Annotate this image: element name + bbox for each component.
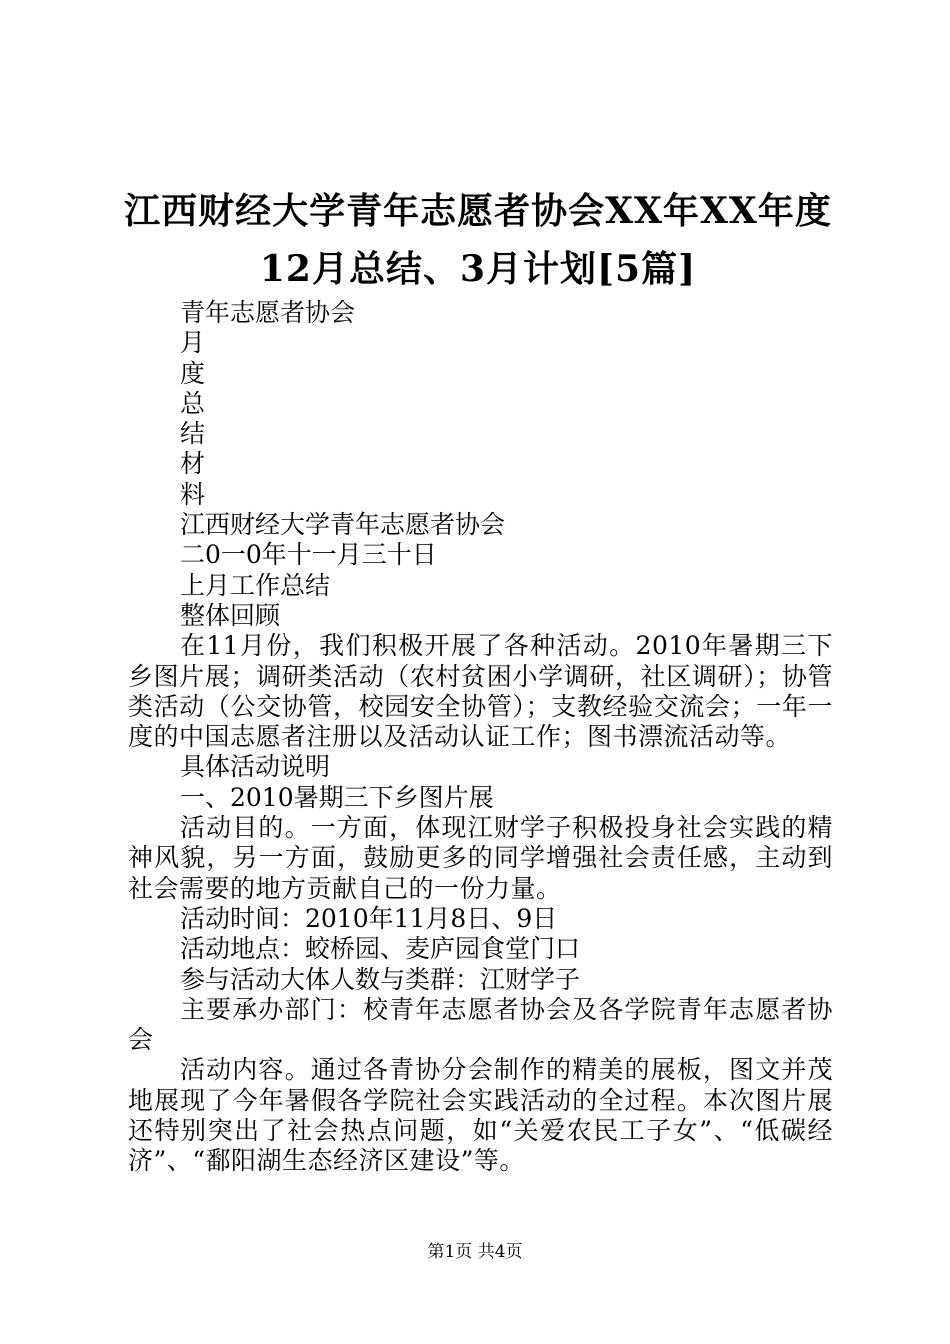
document-body xyxy=(128,298,833,1177)
purpose-paragraph: 活动目的。一方面，体现江财学子积极投身社会实践的精神风貌，另一方面，鼓励更多的同学增强社会责任感，主动到社会需要的地方贡献自己的一份力量。 xyxy=(128,813,833,903)
location-line: 活动地点：蛟桥园、麦庐园食堂门口 xyxy=(180,934,581,964)
organization-line: 江西财经大学青年志愿者协会 xyxy=(180,510,506,540)
vertical-char: 材 xyxy=(180,449,206,479)
vertical-char: 料 xyxy=(180,479,206,509)
vertical-char: 结 xyxy=(180,419,206,449)
content-paragraph: 活动内容。通过各青协分会制作的精美的展板，图文并茂地展现了今年暑假各学院社会实践活动的全过程。本次图片展还特别突出了社会热点问题，如“关爱农民工子女”、“低碳经济”、“鄱阳湖生态经济区建设”等。 xyxy=(128,1055,833,1176)
activity-heading: 一、2010暑期三下乡图片展 xyxy=(180,782,494,812)
page-footer: 第1页 共4页 xyxy=(427,1242,523,1262)
vertical-char: 度 xyxy=(180,358,206,388)
section-heading: 具体活动说明 xyxy=(180,752,331,782)
organizer-paragraph: 主要承办部门：校青年志愿者协会及各学院青年志愿者协会 xyxy=(128,994,833,1055)
date-line: 二0一0年十一月三十日 xyxy=(180,540,437,570)
vertical-char: 总 xyxy=(180,388,206,418)
overview-paragraph: 在11月份，我们积极开展了各种活动。2010年暑期三下乡图片展；调研类活动（农村贫困小学调研，社区调研）；协管类活动（公交协管，校园安全协管）；支教经验交流会；一年一度的中国志愿者注册以及活动认证工作；图书漂流活动等。 xyxy=(128,631,833,752)
participants-line: 参与活动大体人数与类群：江财学子 xyxy=(180,964,581,994)
vertical-char: 月 xyxy=(180,328,206,358)
document-title: 江西财经大学青年志愿者协会XX年XX年度12月总结、3月计划[5篇] xyxy=(124,190,832,290)
subsection-title: 整体回顾 xyxy=(180,600,281,630)
section-title: 上月工作总结 xyxy=(180,570,331,600)
time-line: 活动时间：2010年11月8日、9日 xyxy=(180,903,558,933)
org-name-line: 青年志愿者协会 xyxy=(180,298,356,327)
